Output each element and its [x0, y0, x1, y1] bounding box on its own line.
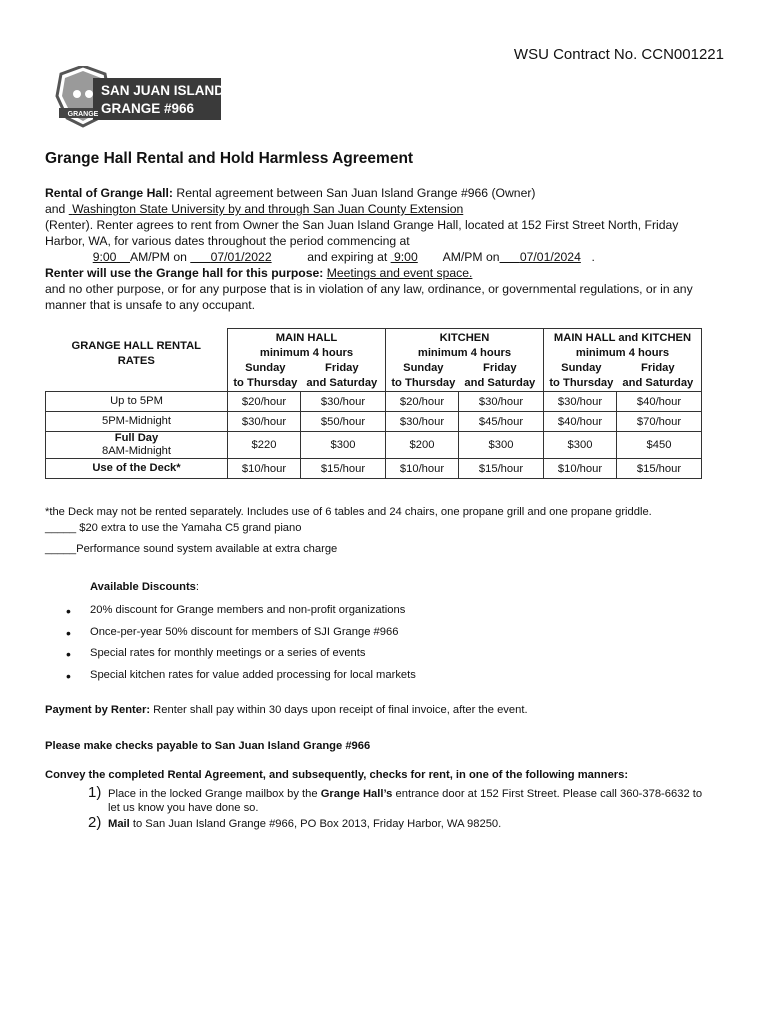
manner-text: Mail to San Juan Island Grange #966, PO Box 2013, Friday Harbor, WA 98250.: [108, 818, 502, 830]
table-row: [46, 392, 702, 412]
end-date-field: 07/01/2024: [519, 250, 581, 264]
bullet-icon: •: [66, 603, 71, 619]
logo-badge: GRANGE: [67, 111, 99, 118]
rate-cell: $40/hour: [544, 412, 617, 432]
manner-number: 1): [88, 784, 102, 801]
bullet-icon: •: [66, 646, 71, 662]
group-kitchen: KITCHEN minimum 4 hours Sunday to Thursday Friday and Saturday: [386, 329, 544, 392]
checks-payable: Please make checks payable to San Juan Island Grange #966: [45, 740, 371, 752]
group-main-hall-and-kitchen: MAIN HALL and KITCHEN minimum 4 hours Sunday to Thursday Friday and Saturday: [544, 329, 702, 392]
rental-line-3: (Renter). Renter agrees to rent from Owner the San Juan Island Grange Hall, located at 152 First Street North, Friday: [45, 218, 679, 232]
bullet-icon: •: [66, 624, 71, 641]
rate-cell: $30/hour: [228, 412, 301, 432]
piano-option: _____ $20 extra to use the Yamaha C5 grand piano: [45, 522, 302, 534]
manner-text-line2: let us know you have done so.: [108, 802, 259, 814]
rental-line-4: Harbor, WA, for various dates throughout the period commencing at: [45, 234, 410, 248]
rate-cell: $30/hour: [459, 392, 544, 412]
group-main-hall: MAIN HALL minimum 4 hours Sunday to Thursday Friday and Saturday: [228, 329, 386, 392]
rate-row-label: Full Day 8AM-Midnight: [46, 432, 228, 459]
table-row: [46, 459, 702, 479]
rental-line-2: and Washington State University by and through San Juan County Extension: [45, 202, 725, 218]
rate-cell: $30/hour: [544, 392, 617, 412]
rate-row-label: 5PM-Midnight: [46, 412, 228, 432]
rate-cell: $10/hour: [544, 459, 617, 479]
grange-logo: [53, 66, 223, 128]
end-time-field: 9:00: [394, 250, 418, 264]
rate-cell: $15/hour: [301, 459, 386, 479]
rate-cell: $15/hour: [459, 459, 544, 479]
rate-cell: $300: [459, 432, 544, 459]
rate-cell: $200: [386, 432, 459, 459]
rates-header-label: GRANGE HALL RENTAL RATES: [71, 339, 201, 367]
manner-number: 2): [88, 814, 102, 831]
page-title: Grange Hall Rental and Hold Harmless Agreement: [45, 150, 414, 167]
rate-cell: $220: [228, 432, 301, 459]
start-date-field: 07/01/2022: [210, 250, 272, 264]
rate-cell: $300: [301, 432, 386, 459]
table-row: [46, 432, 702, 459]
rental-line-5: 9:00 AM/PM on 07/01/2022 and expiring at 9:00 AM/PM on 07/01/2024 .: [45, 250, 725, 266]
rental-line-8: manner that is unsafe to any occupant.: [45, 298, 256, 312]
rate-cell: $20/hour: [386, 392, 459, 412]
convey-instructions: Convey the completed Rental Agreement, and subsequently, checks for rent, in one of the following manners:: [45, 769, 629, 781]
rate-cell: $70/hour: [617, 412, 702, 432]
start-time-field: 9:00: [92, 250, 117, 264]
rate-cell: $20/hour: [228, 392, 301, 412]
rental-line-7: and no other purpose, or for any purpose that is in violation of any law, ordinance, or governmental regulations, or in any: [45, 282, 693, 296]
rate-cell: $15/hour: [617, 459, 702, 479]
rate-row-label: Up to 5PM: [46, 392, 228, 412]
logo-line2: GRANGE #966: [101, 101, 195, 116]
manner-text: Place in the locked Grange mailbox by the Grange Hall’s entrance door at 152 First Street. Please call 360-378-6632 to: [108, 788, 703, 800]
rate-cell: $10/hour: [386, 459, 459, 479]
rental-line-6: Renter will use the Grange hall for this purpose: Meetings and event space.: [45, 266, 725, 282]
rate-cell: $30/hour: [301, 392, 386, 412]
rate-row-label: Use of the Deck*: [46, 459, 228, 479]
rate-cell: $50/hour: [301, 412, 386, 432]
rate-cell: $30/hour: [386, 412, 459, 432]
renter-name-field: Washington State University by and through San Juan County Extension: [72, 202, 464, 216]
sound-option: _____Performance sound system available at extra charge: [45, 543, 338, 555]
rate-cell: $300: [544, 432, 617, 459]
contract-number: WSU Contract No. CCN001221: [513, 46, 724, 63]
discounts-title: Available Discounts:: [90, 581, 200, 593]
rate-cell: $450: [617, 432, 702, 459]
purpose-field: Meetings and event space.: [326, 266, 473, 280]
logo-line1: SAN JUAN ISLAND: [101, 83, 223, 98]
rental-line-1: Rental of Grange Hall: Rental agreement between San Juan Island Grange #966 (Owner): [45, 186, 536, 200]
bullet-icon: •: [66, 667, 71, 684]
payment-terms: Payment by Renter: Renter shall pay within 30 days upon receipt of final invoice, after the event.: [45, 704, 528, 716]
rate-cell: $45/hour: [459, 412, 544, 432]
deck-note: *the Deck may not be rented separately. Includes use of 6 tables and 24 chairs, one propane grill and one propane griddle.: [45, 506, 652, 518]
rate-cell: $40/hour: [617, 392, 702, 412]
rental-rates-table: [45, 328, 702, 479]
rate-cell: $10/hour: [228, 459, 301, 479]
table-row: [46, 412, 702, 432]
